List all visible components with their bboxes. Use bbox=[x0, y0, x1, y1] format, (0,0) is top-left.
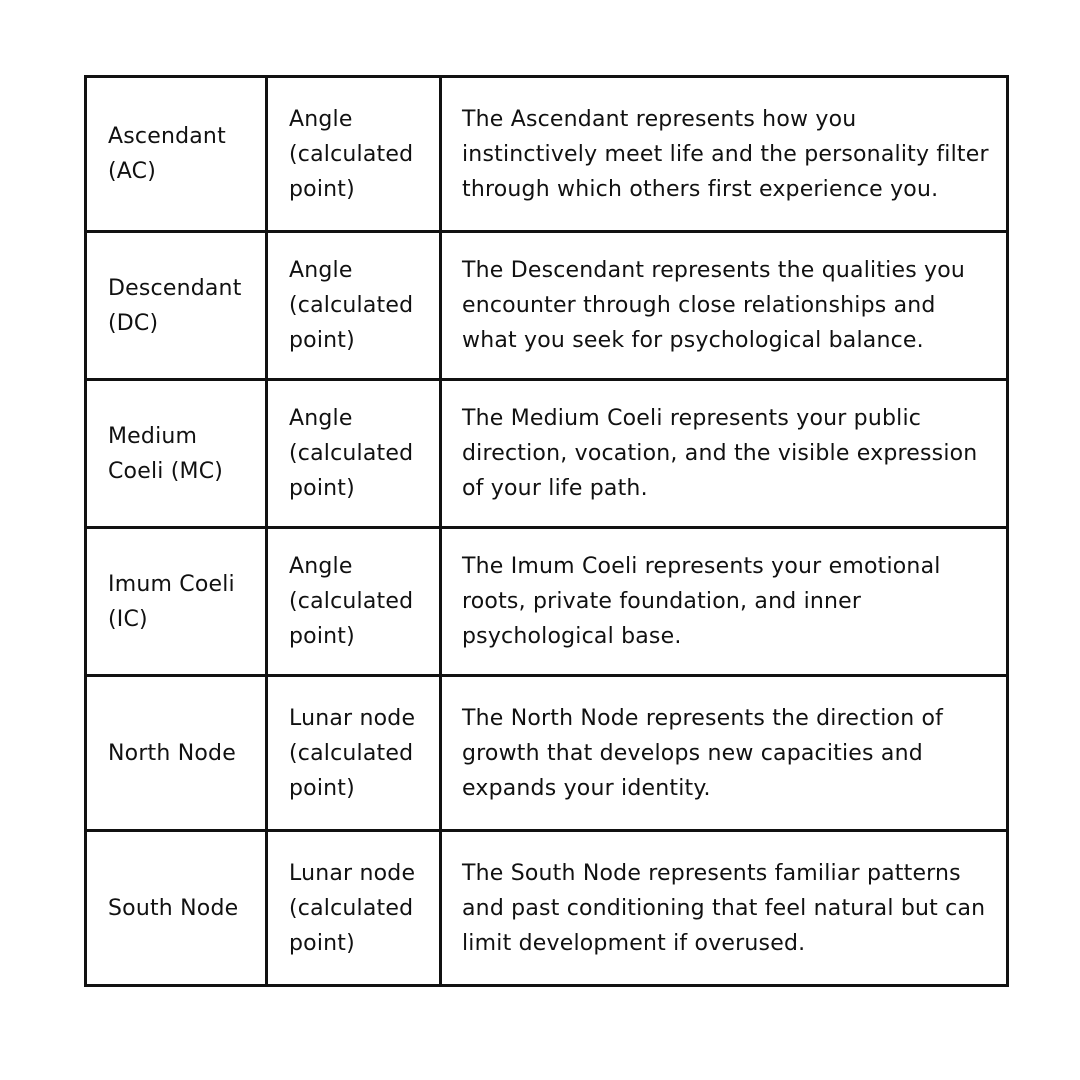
point-description: The Ascendant represents how you instinctively meet life and the personality filter through which others first experience you. bbox=[441, 77, 1008, 232]
point-name: Descendant (DC) bbox=[86, 232, 267, 380]
point-description: The Medium Coeli represents your public direction, vocation, and the visible expression of your life path. bbox=[441, 380, 1008, 528]
point-name: North Node bbox=[86, 676, 267, 831]
point-name: Imum Coeli (IC) bbox=[86, 528, 267, 676]
point-description: The Imum Coeli represents your emotional roots, private foundation, and inner psychological base. bbox=[441, 528, 1008, 676]
point-type: Angle (calculated point) bbox=[267, 380, 441, 528]
point-name: South Node bbox=[86, 831, 267, 986]
table-row bbox=[86, 232, 1008, 380]
point-description: The Descendant represents the qualities you encounter through close relationships and what you seek for psychological balance. bbox=[441, 232, 1008, 380]
point-type: Angle (calculated point) bbox=[267, 232, 441, 380]
table-row bbox=[86, 831, 1008, 986]
point-type: Lunar node (calculated point) bbox=[267, 676, 441, 831]
point-name: Ascendant (AC) bbox=[86, 77, 267, 232]
astrology-points-table bbox=[84, 75, 1009, 987]
table-row bbox=[86, 77, 1008, 232]
point-type: Angle (calculated point) bbox=[267, 528, 441, 676]
table-row bbox=[86, 528, 1008, 676]
point-type: Lunar node (calculated point) bbox=[267, 831, 441, 986]
point-name: Medium Coeli (MC) bbox=[86, 380, 267, 528]
point-type: Angle (calculated point) bbox=[267, 77, 441, 232]
point-description: The South Node represents familiar patterns and past conditioning that feel natural but can limit development if overused. bbox=[441, 831, 1008, 986]
table-row bbox=[86, 380, 1008, 528]
table-row bbox=[86, 676, 1008, 831]
point-description: The North Node represents the direction of growth that develops new capacities and expands your identity. bbox=[441, 676, 1008, 831]
